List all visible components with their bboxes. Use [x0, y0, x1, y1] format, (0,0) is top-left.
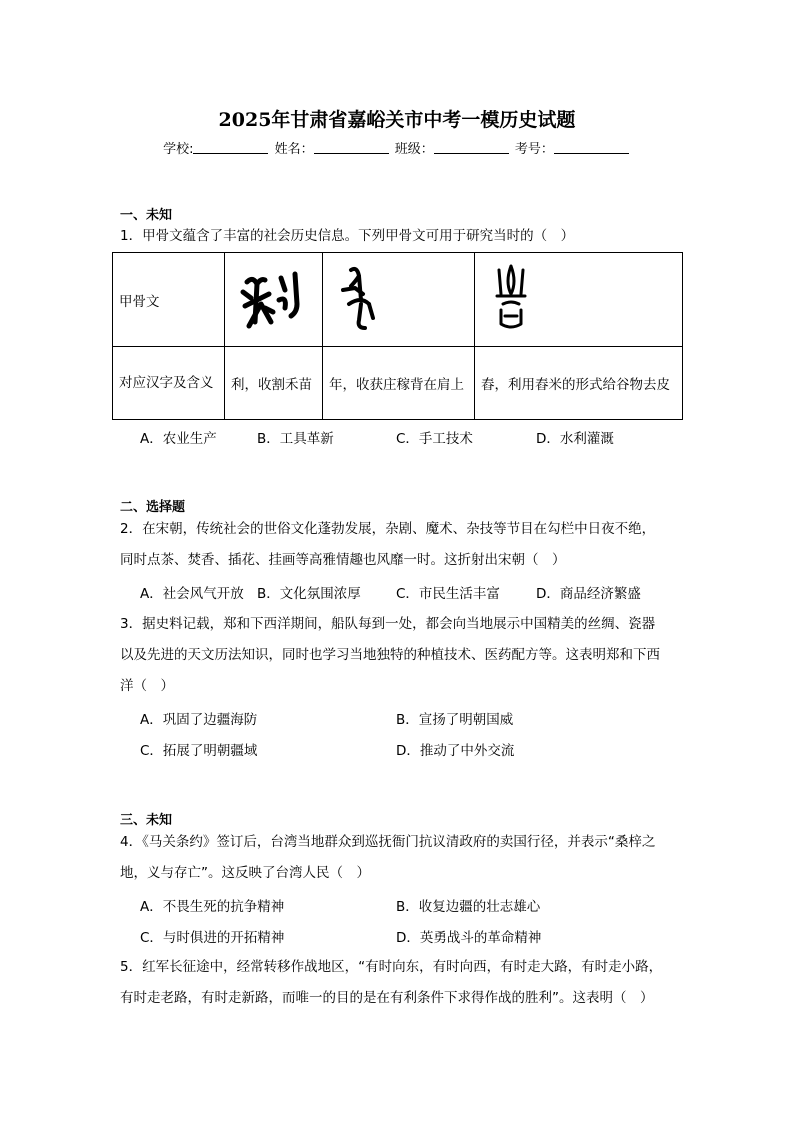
- section-heading: 三、未知: [120, 813, 173, 828]
- option-c[interactable]: C．市民生活丰富: [396, 586, 500, 602]
- exam-number-label: 考号：: [514, 142, 554, 157]
- option-b[interactable]: B．工具革新: [257, 431, 334, 447]
- glyph-meaning: 舂，利用舂米的形式给谷物去皮: [475, 347, 683, 420]
- class-label: 班级：: [394, 142, 434, 157]
- question-2-stem: [120, 514, 680, 576]
- question-2-options: [140, 582, 680, 602]
- question-3-options: [140, 708, 680, 760]
- option-b[interactable]: B．宣扬了明朝国威: [396, 712, 514, 728]
- stem-line: 4．《马关条约》签订后，台湾当地群众到巡抚衙门抗议清政府的卖国行径，并表示“桑梓之: [120, 834, 656, 850]
- stem-line: 2．在宋朝，传统社会的世俗文化蓬勃发展，杂剧、魔术、杂技等节目在勾栏中日夜不绝，: [120, 521, 656, 537]
- section-heading: 二、选择题: [120, 500, 186, 515]
- oracle-glyph-nian-icon: [339, 260, 389, 340]
- section-heading: 一、未知: [120, 208, 173, 223]
- option-b[interactable]: B．收复边疆的壮志雄心: [396, 899, 541, 915]
- oracle-glyph-cell: [323, 253, 475, 347]
- option-a[interactable]: A．社会风气开放: [140, 586, 244, 602]
- option-d[interactable]: D．商品经济繁盛: [536, 586, 641, 602]
- question-1-options: [140, 427, 680, 447]
- table-row-label: 甲骨文: [113, 253, 225, 347]
- oracle-glyph-chong-icon: [489, 260, 539, 340]
- school-label: 学校:: [163, 142, 194, 157]
- stem-line: 地，义与存亡”。这反映了台湾人民（ ）: [120, 865, 370, 881]
- option-a[interactable]: A．农业生产: [140, 431, 217, 447]
- name-blank: [314, 141, 389, 154]
- exam-number-blank: [554, 141, 629, 154]
- oracle-glyph-cell: [225, 253, 323, 347]
- option-a[interactable]: A．不畏生死的抗争精神: [140, 899, 285, 915]
- option-c[interactable]: C．拓展了明朝疆域: [140, 743, 258, 759]
- option-c[interactable]: C．手工技术: [396, 431, 473, 447]
- question-3-stem: [120, 609, 680, 702]
- student-info-line: [0, 138, 794, 157]
- question-4-stem: [120, 827, 680, 889]
- question-5-stem: [120, 952, 680, 1014]
- stem-line: 5．红军长征途中，经常转移作战地区，“有时向东，有时向西，有时走大路，有时走小路，: [120, 959, 663, 975]
- stem-line: 同时点茶、焚香、插花、挂画等高雅情趣也风靡一时。这折射出宋朝（ ）: [120, 552, 566, 568]
- school-blank: [193, 141, 268, 154]
- oracle-glyph-li-icon: [239, 260, 309, 340]
- option-d[interactable]: D．英勇战斗的革命精神: [396, 930, 542, 946]
- name-label: 姓名：: [274, 142, 314, 157]
- question-4-options: [140, 895, 680, 947]
- option-b[interactable]: B．文化氛围浓厚: [257, 586, 361, 602]
- class-blank: [434, 141, 509, 154]
- stem-line: 洋（ ）: [120, 678, 174, 694]
- oracle-glyph-cell: [475, 253, 683, 347]
- stem-line: 以及先进的天文历法知识，同时也学习当地独特的种植技术、医药配方等。这表明郑和下西: [120, 647, 660, 663]
- option-c[interactable]: C．与时俱进的开拓精神: [140, 930, 285, 946]
- stem-line: 有时走老路，有时走新路，而唯一的目的是在有利条件下求得作战的胜利”。这表明（ ）: [120, 990, 654, 1006]
- glyph-meaning: 利，收割禾苗: [225, 347, 323, 420]
- question-1-stem: [120, 221, 680, 252]
- oracle-bone-table: [112, 252, 683, 420]
- table-row-label: 对应汉字及含义: [113, 347, 225, 420]
- option-d[interactable]: D．水利灌溉: [536, 431, 614, 447]
- glyph-meaning: 年，收获庄稼背在肩上: [323, 347, 475, 420]
- option-d[interactable]: D．推动了中外交流: [396, 743, 515, 759]
- option-a[interactable]: A．巩固了边疆海防: [140, 712, 258, 728]
- exam-title: 2025年甘肃省嘉峪关市中考一模历史试题: [218, 109, 576, 131]
- stem-line: 1．甲骨文蕴含了丰富的社会历史信息。下列甲骨文可用于研究当时的（ ）: [120, 228, 575, 244]
- stem-line: 3．据史料记载，郑和下西洋期间，船队每到一处，都会向当地展示中国精美的丝绸、瓷器: [120, 616, 656, 632]
